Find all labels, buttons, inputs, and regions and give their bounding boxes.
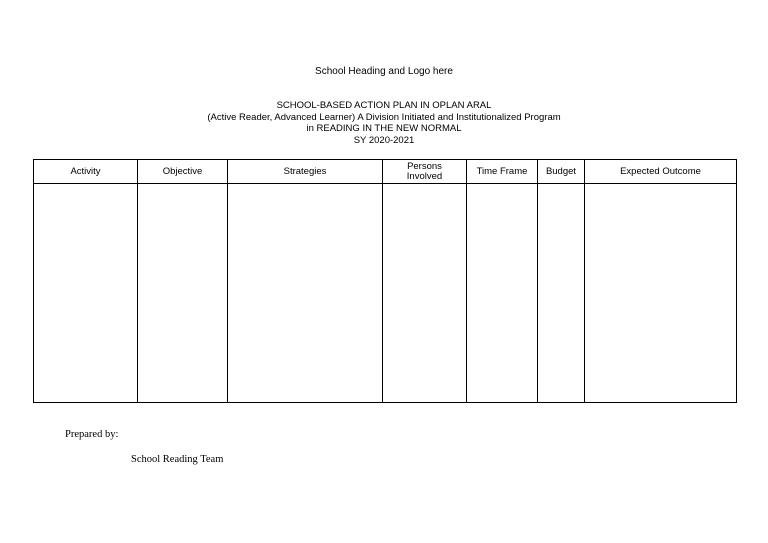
table-cell-activity[interactable] bbox=[34, 184, 138, 403]
column-header-objective: Objective bbox=[138, 160, 228, 184]
title-line-1: SCHOOL-BASED ACTION PLAN IN OPLAN ARAL bbox=[276, 100, 492, 111]
column-header-budget: Budget bbox=[538, 160, 585, 184]
column-header-expected-outcome: Expected Outcome bbox=[585, 160, 737, 184]
title-line-4: SY 2020-2021 bbox=[353, 134, 415, 146]
table-cell-budget[interactable] bbox=[538, 184, 585, 403]
table-header-row bbox=[34, 160, 737, 184]
table-cell-persons-involved[interactable] bbox=[383, 184, 467, 403]
column-header-activity: Activity bbox=[34, 160, 138, 184]
school-heading: School Heading and Logo here bbox=[315, 66, 453, 77]
prepared-by-label: Prepared by: bbox=[65, 429, 119, 440]
document-title bbox=[0, 100, 768, 146]
table-cell-objective[interactable] bbox=[138, 184, 228, 403]
table-cell-strategies[interactable] bbox=[228, 184, 383, 403]
prepared-by-name: School Reading Team bbox=[131, 454, 224, 465]
action-plan-table bbox=[33, 159, 737, 403]
column-header-persons-involved-label: Persons Involved bbox=[406, 160, 443, 182]
table-cell-expected-outcome[interactable] bbox=[585, 184, 737, 403]
column-header-time-frame: Time Frame bbox=[467, 160, 538, 184]
column-header-strategies: Strategies bbox=[228, 160, 383, 184]
table-row bbox=[34, 184, 737, 403]
title-line-3: in READING IN THE NEW NORMAL bbox=[306, 123, 462, 134]
column-header-persons-involved bbox=[383, 160, 467, 184]
title-line-2: (Active Reader, Advanced Learner) A Division Initiated and Institutionalized Program bbox=[207, 111, 561, 123]
table-cell-time-frame[interactable] bbox=[467, 184, 538, 403]
